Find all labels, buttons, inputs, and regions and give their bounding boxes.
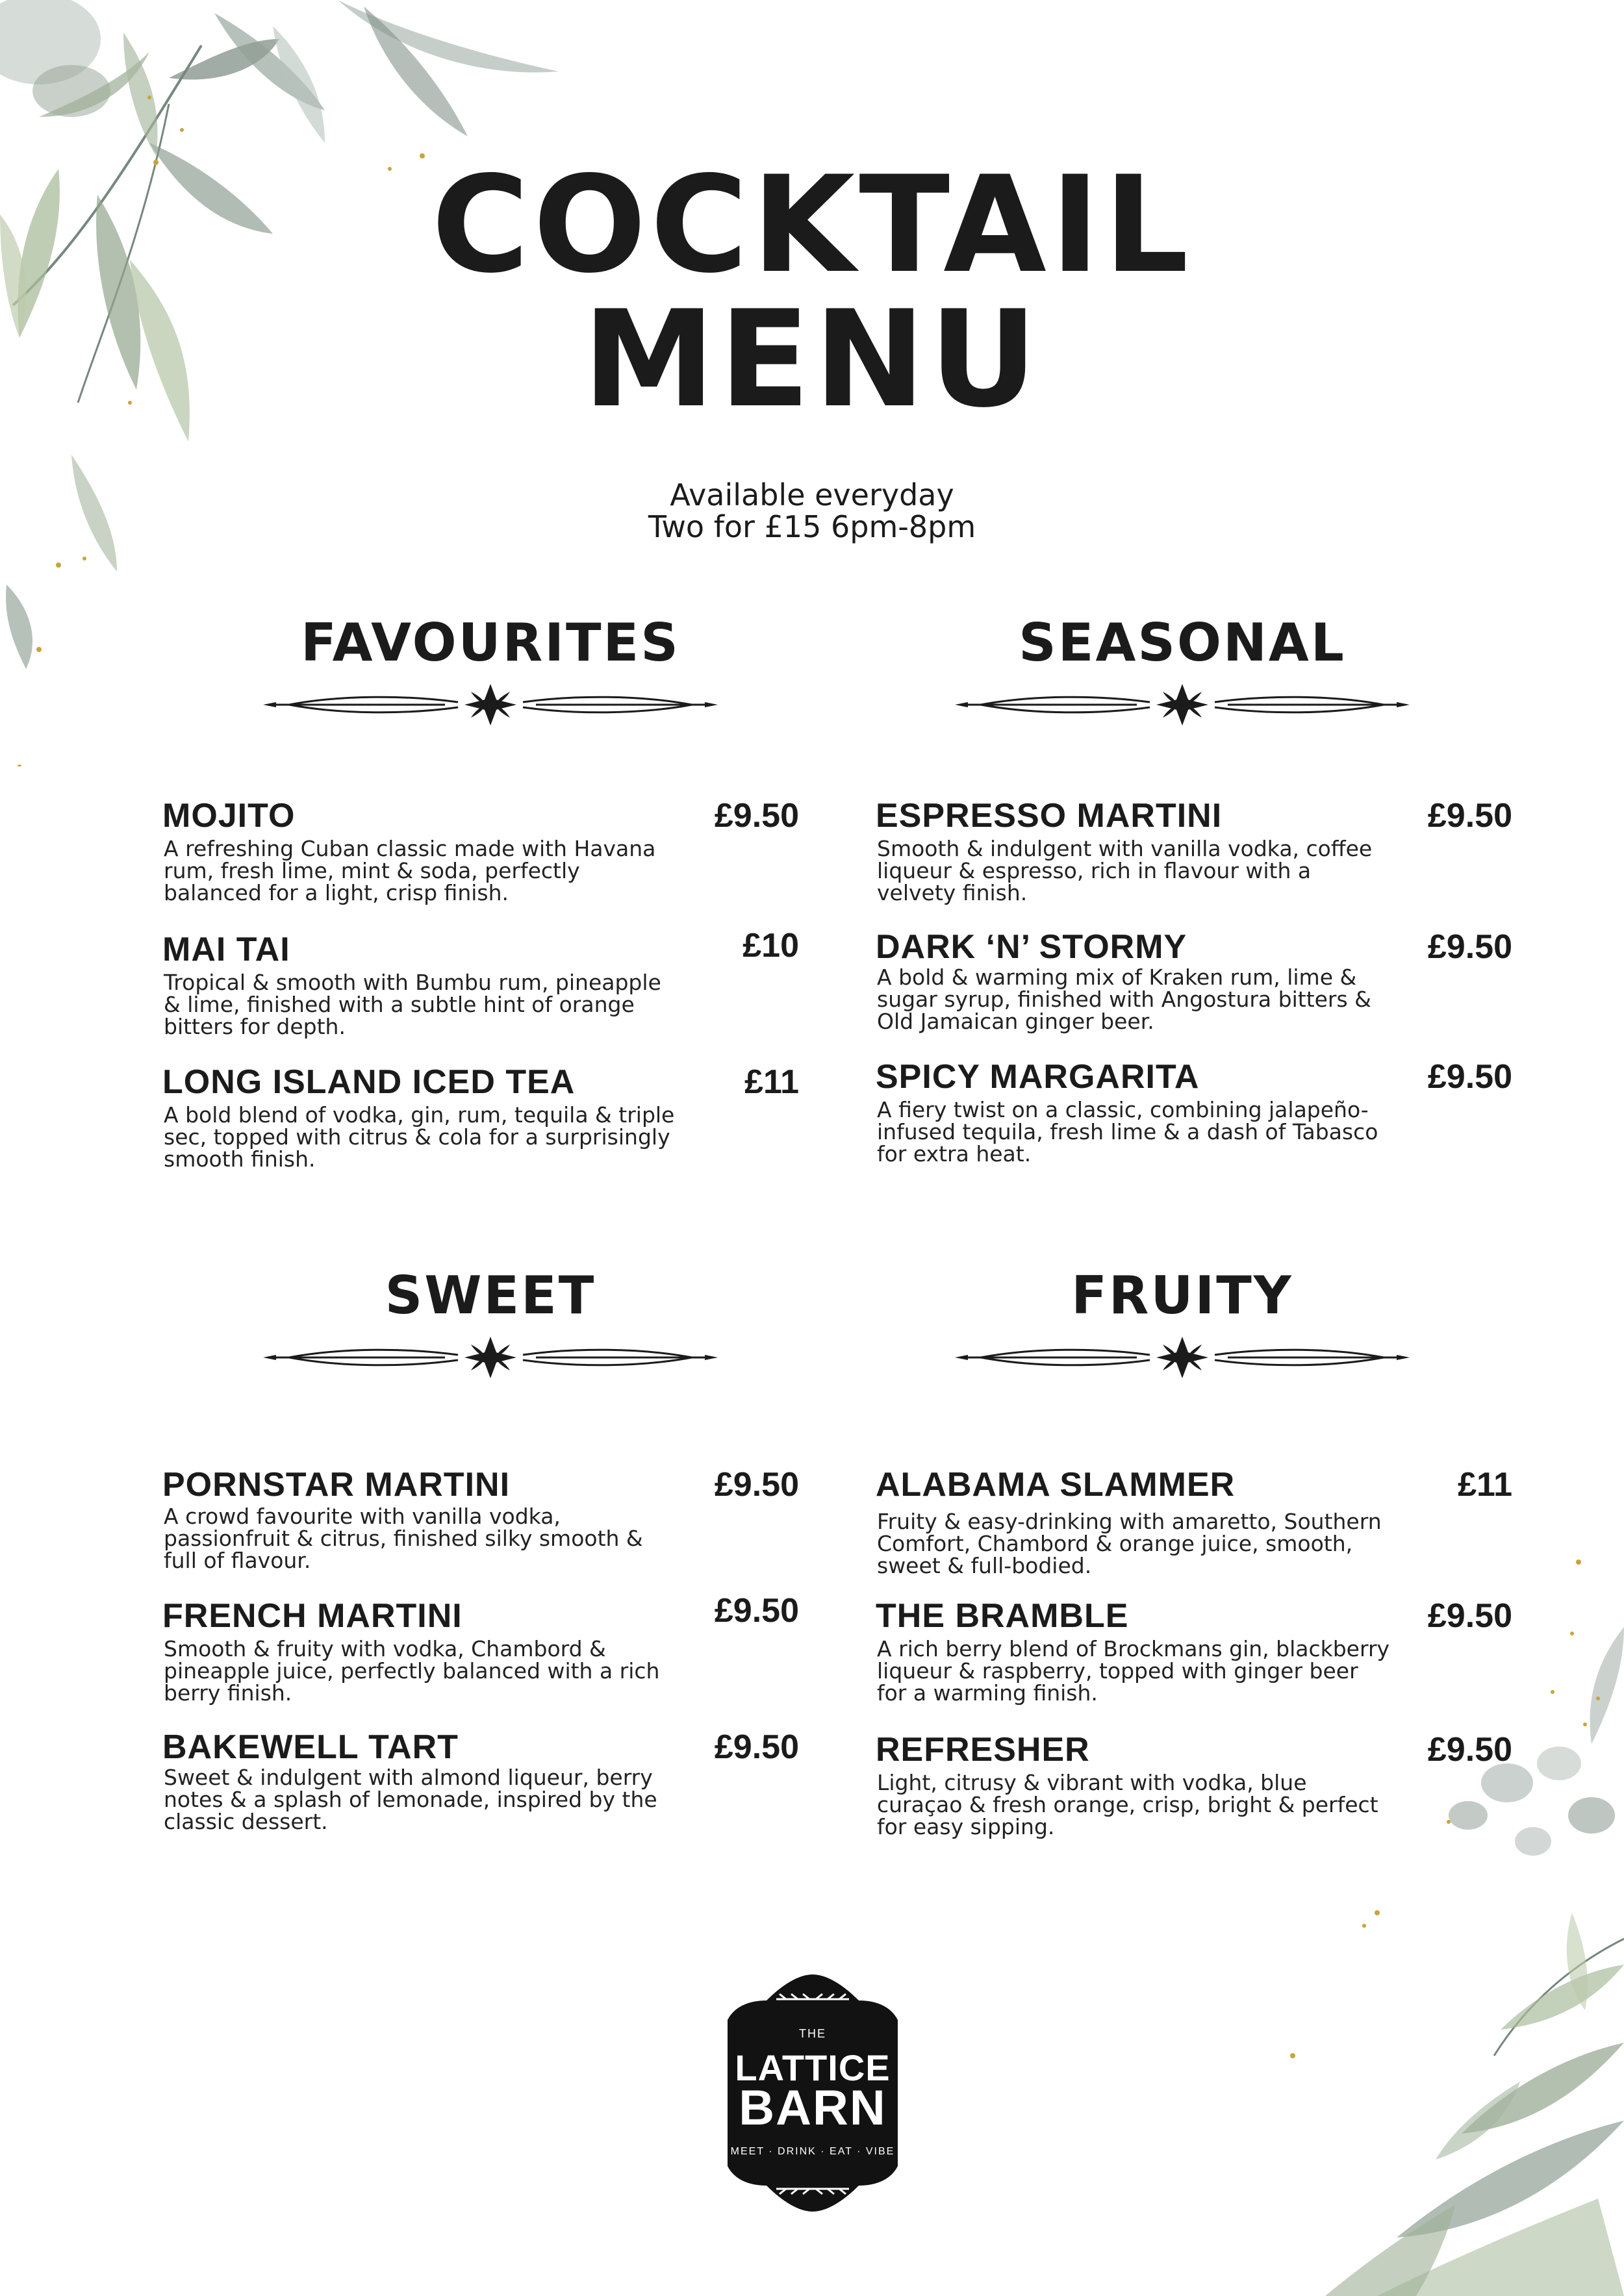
item-price: £9.50 — [1427, 928, 1512, 966]
logo-line-2: BARN — [739, 2080, 887, 2136]
offer-text: Two for £15 6pm-8pm — [648, 509, 976, 544]
item-name: MAI TAI — [162, 931, 290, 968]
ornamental-divider-icon — [263, 679, 718, 731]
item-price: £9.50 — [714, 1466, 799, 1504]
availability-text: Available everyday — [670, 477, 954, 512]
lattice-barn-logo — [721, 1974, 904, 2212]
item-name: BAKEWELL TART — [162, 1728, 459, 1766]
item-description: A fiery twist on a classic, combining jalapeño-infused tequila, fresh lime & a dash of Tabasco for extra heat. — [877, 1097, 1378, 1167]
item-price: £9.50 — [714, 1728, 799, 1766]
item-description: A crowd favourite with vanilla vodka, passionfruit & citrus, finished silky smooth & full of flavour. — [164, 1504, 643, 1573]
item-name: LONG ISLAND ICED TEA — [162, 1063, 576, 1101]
item-name: PORNSTAR MARTINI — [162, 1466, 511, 1504]
ornamental-divider-icon — [955, 1331, 1410, 1383]
item-price: £11 — [1458, 1466, 1512, 1504]
item-description: A bold & warming mix of Kraken rum, lime & sugar syrup, finished with Angostura bitters & Old Jamaican ginger beer. — [877, 965, 1371, 1034]
item-name: FRENCH MARTINI — [162, 1597, 463, 1635]
ornamental-divider-icon — [263, 1331, 718, 1383]
item-description: Smooth & fruity with vodka, Chambord & pineapple juice, perfectly balanced with a rich berry finish. — [164, 1636, 660, 1706]
item-price: £9.50 — [1427, 1597, 1512, 1635]
section-heading-favourites: FAVOURITES — [301, 612, 680, 673]
item-name: ESPRESSO MARTINI — [876, 797, 1223, 835]
ornamental-divider-icon — [955, 679, 1410, 731]
item-description: A rich berry blend of Brockmans gin, blackberry liqueur & raspberry, topped with ginger beer for a warming finish. — [877, 1636, 1390, 1706]
item-name: DARK ‘N’ STORMY — [876, 928, 1187, 966]
section-heading-seasonal: SEASONAL — [1019, 612, 1346, 673]
item-price: £9.50 — [1427, 1731, 1512, 1769]
item-name: THE BRAMBLE — [876, 1597, 1129, 1635]
item-description: Fruity & easy-drinking with amaretto, Southern Comfort, Chambord & orange juice, smooth, sweet & full-bodied. — [877, 1509, 1382, 1578]
item-price: £9.50 — [1427, 1058, 1512, 1096]
item-price: £9.50 — [1427, 797, 1512, 835]
item-description: A bold blend of vodka, gin, rum, tequila & triple sec, topped with citrus & cola for a surprisingly smooth finish. — [164, 1102, 675, 1172]
item-price: £9.50 — [714, 797, 799, 835]
item-description: Smooth & indulgent with vanilla vodka, coffee liqueur & espresso, rich in flavour with a velvety finish. — [877, 836, 1373, 905]
item-price: £9.50 — [714, 1592, 799, 1630]
logo-small-text: THE — [799, 2027, 826, 2040]
section-heading-sweet: SWEET — [385, 1265, 596, 1326]
menu-title-line-2: MENU — [582, 283, 1042, 437]
item-price: £10 — [742, 927, 799, 965]
item-name: MOJITO — [162, 797, 296, 835]
logo-tagline: MEET · DRINK · EAT · VIBE — [730, 2146, 895, 2157]
item-name: SPICY MARGARITA — [876, 1058, 1200, 1096]
item-description: Sweet & indulgent with almond liqueur, berry notes & a splash of lemonade, inspired by the classic dessert. — [164, 1765, 657, 1834]
menu-title-line-1: COCKTAIL — [431, 148, 1193, 303]
item-description: Tropical & smooth with Bumbu rum, pineapple & lime, finished with a subtle hint of orange bitters for depth. — [164, 970, 661, 1039]
item-name: ALABAMA SLAMMER — [876, 1466, 1236, 1504]
logo-line-1: LATTICE — [735, 2047, 891, 2088]
item-description: A refreshing Cuban classic made with Havana rum, fresh lime, mint & soda, perfectly balanced for a light, crisp finish. — [164, 836, 656, 905]
item-description: Light, citrusy & vibrant with vodka, blue curaçao & fresh orange, crisp, bright & perfect for easy sipping. — [877, 1770, 1378, 1839]
section-heading-fruity: FRUITY — [1071, 1265, 1293, 1326]
item-price: £11 — [744, 1063, 799, 1101]
item-name: REFRESHER — [876, 1731, 1090, 1769]
